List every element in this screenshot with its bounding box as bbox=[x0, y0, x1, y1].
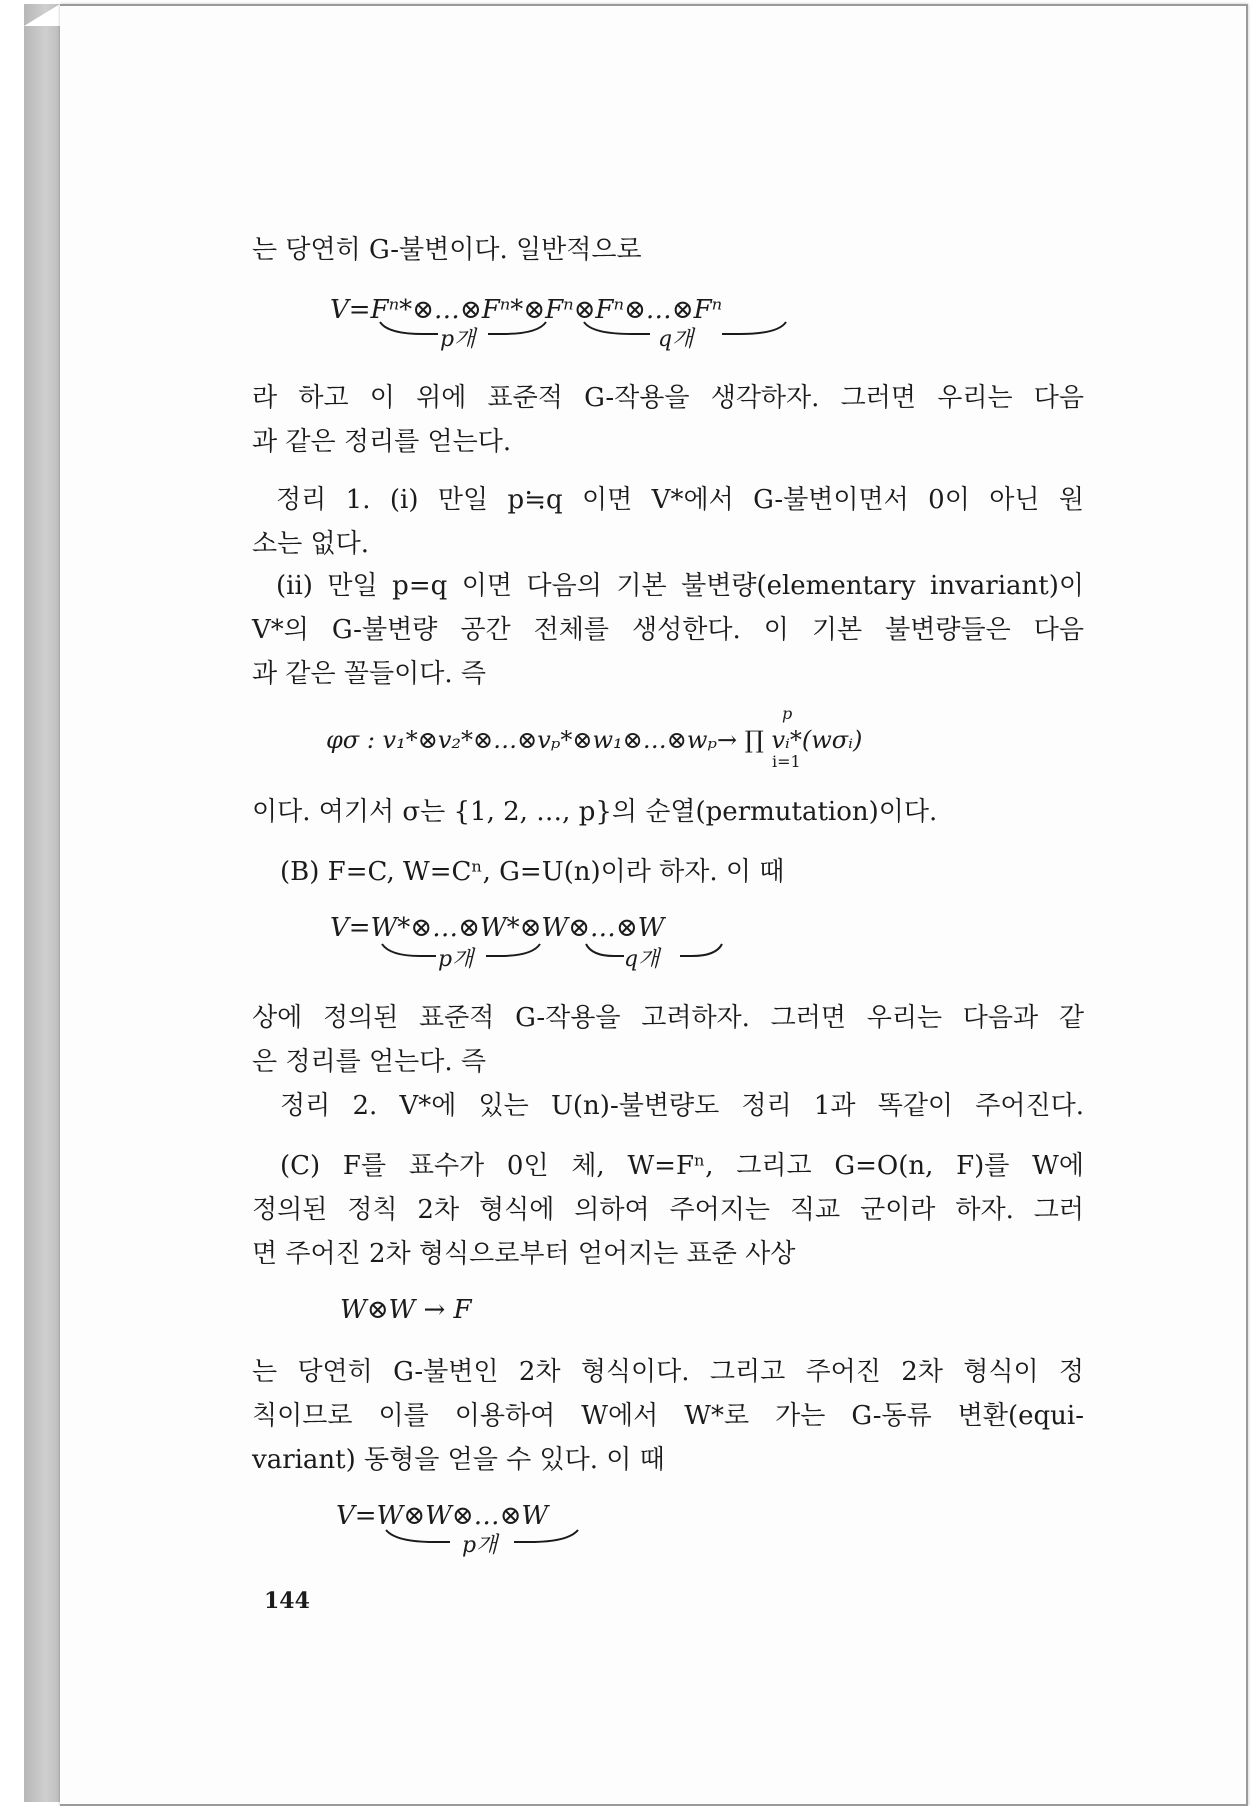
equation-v-w-tensor-power: V=W⊗W⊗…⊗W bbox=[336, 1501, 549, 1531]
theorem-1-line-2: 소는 없다. bbox=[252, 529, 369, 559]
text-line-standard-action: 상에 정의된 표준적 G-작용을 고려하자. 그러면 우리는 다음과 같 bbox=[252, 1003, 1084, 1033]
case-c-line-2: 정의된 정칙 2차 형식에 의하여 주어지는 직교 군이라 하자. 그러 bbox=[252, 1195, 1084, 1225]
theorem-1-line-1: 정리 1. (i) 만일 p≒q 이면 V*에서 G-불변이면서 0이 아닌 원 bbox=[276, 485, 1084, 515]
theorem-2-line: 정리 2. V*에 있는 U(n)-불변량도 정리 1과 똑같이 주어진다. bbox=[280, 1091, 1084, 1121]
book-page bbox=[60, 4, 1248, 1806]
text-line-permutation: 이다. 여기서 σ는 {1, 2, …, p}의 순열(permutation)이다. bbox=[252, 797, 938, 827]
theorem-1-ii-line-3: 과 같은 꼴들이다. 즉 bbox=[252, 659, 486, 689]
label-q-count-2: q개 bbox=[624, 947, 660, 972]
equation-v-tensor-fn: V=Fⁿ*⊗…⊗Fⁿ*⊗Fⁿ⊗Fⁿ⊗…⊗Fⁿ bbox=[330, 295, 723, 325]
text-line-theorem-intro: 은 정리를 얻는다. 즉 bbox=[252, 1047, 486, 1077]
case-c-line-1: (C) F를 표수가 0인 체, W=Fⁿ, 그리고 G=O(n, F)를 W에 bbox=[280, 1151, 1084, 1181]
text-line-bilinear-1: 는 당연히 G-불변인 2차 형식이다. 그리고 주어진 2차 형식이 정 bbox=[252, 1357, 1084, 1387]
book-spine bbox=[24, 4, 61, 1802]
label-p-count: p개 bbox=[440, 327, 476, 352]
label-p-count-3: p개 bbox=[462, 1533, 498, 1558]
theorem-1-ii-line-1: (ii) 만일 p=q 이면 다음의 기본 불변량(elementary invariant)이 bbox=[276, 571, 1084, 601]
text-line-1: 는 당연히 G-불변이다. 일반적으로 bbox=[252, 235, 642, 265]
page-number: 144 bbox=[264, 1588, 310, 1614]
case-c-line-3: 면 주어진 2차 형식으로부터 얻어지는 표준 사상 bbox=[252, 1239, 796, 1269]
product-lower-limit: i=1 bbox=[772, 752, 801, 771]
text-line-2: 라 하고 이 위에 표준적 G-작용을 생각하자. 그러면 우리는 다음 bbox=[252, 383, 1084, 413]
theorem-1-ii-line-2: V*의 G-불변량 공간 전체를 생성한다. 이 기본 불변량들은 다음 bbox=[252, 615, 1084, 645]
label-q-count: q개 bbox=[658, 327, 694, 352]
equation-w-tensor-w-to-f: W⊗W → F bbox=[340, 1295, 472, 1325]
text-line-3: 과 같은 정리를 얻는다. bbox=[252, 427, 512, 457]
product-upper-limit: p bbox=[782, 704, 793, 723]
label-p-count-2: p개 bbox=[438, 947, 474, 972]
text-line-bilinear-2: 칙이므로 이를 이용하여 W에서 W*로 가는 G-동류 변환(equi- bbox=[252, 1401, 1084, 1431]
text-line-bilinear-3: variant) 동형을 얻을 수 있다. 이 때 bbox=[252, 1445, 665, 1475]
equation-v-tensor-w: V=W*⊗…⊗W*⊗W⊗…⊗W bbox=[330, 913, 665, 943]
case-b-line: (B) F=C, W=Cⁿ, G=U(n)이라 하자. 이 때 bbox=[280, 857, 785, 887]
equation-phi-sigma: φσ : v₁*⊗v₂*⊗…⊗vₚ*⊗w₁⊗…⊗wₚ→ ∏ vᵢ*(wσᵢ) bbox=[326, 726, 863, 754]
